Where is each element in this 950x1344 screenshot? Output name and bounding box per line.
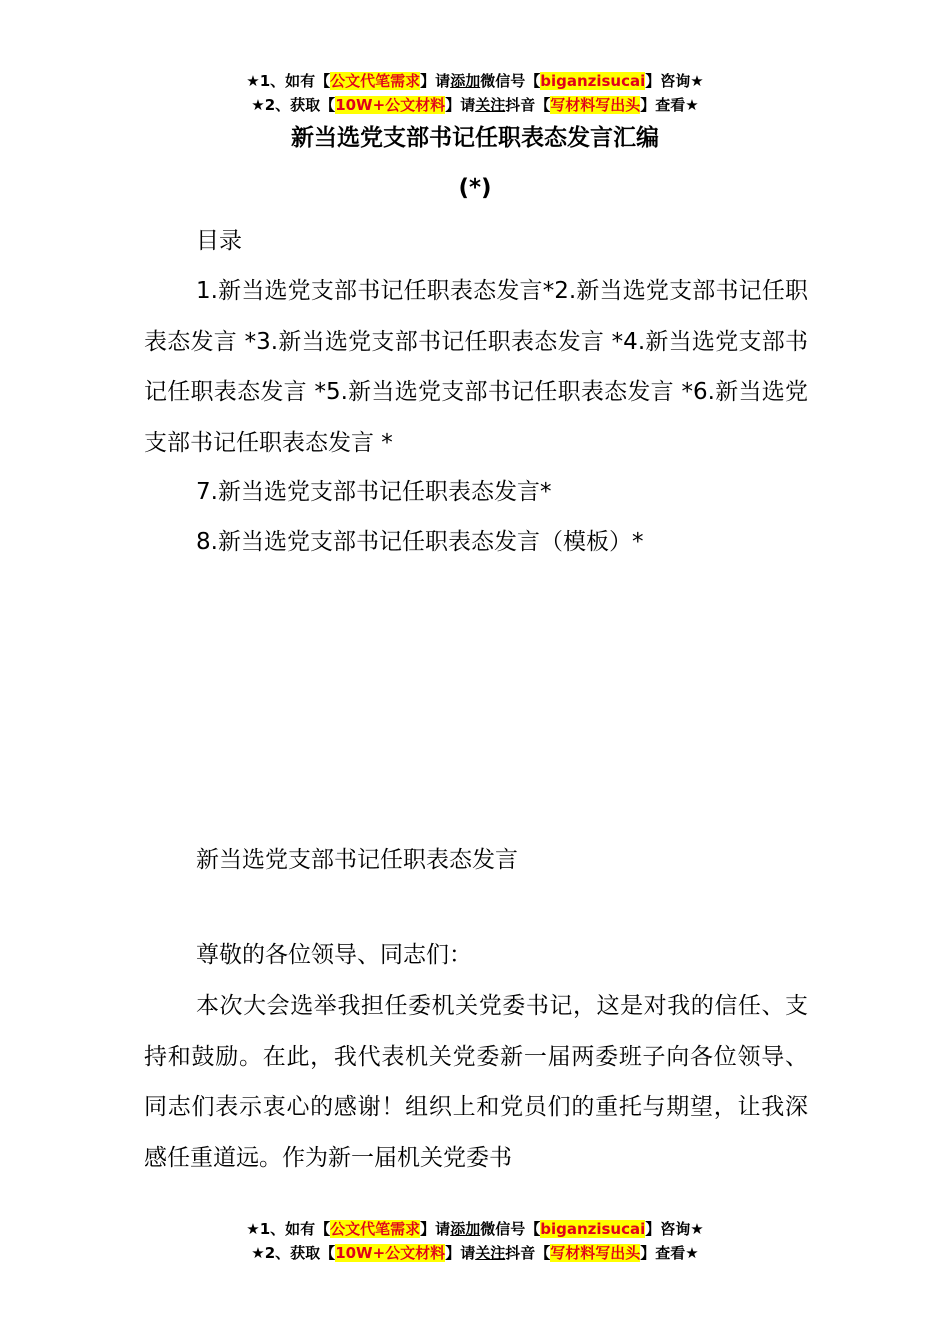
speech-body-paragraph: 本次大会选举我担任委机关党委书记，这是对我的信任、支持和鼓励。在此，我代表机关党委新一届两委班子向各位领导、同志们表示衷心的感谢！组织上和党员们的重托与期望，让我深感任重道远。作为新一届机关党委书 [144, 993, 808, 1171]
ad-emphasis: 添加 [450, 1220, 481, 1238]
ad-text: ★1、如有【 [246, 1220, 331, 1238]
ad-banner-line2 [0, 93, 950, 117]
ad-highlight: 公文代笔需求 [330, 72, 421, 90]
ad-emphasis: 关注 [475, 96, 506, 114]
ad-text: 微信号【 [480, 72, 541, 90]
ad-text: 】查看★ [640, 1244, 699, 1262]
ad-text: 微信号【 [480, 1220, 541, 1238]
ad-emphasis: 关注 [475, 1244, 506, 1262]
toc-heading: 目录 [196, 228, 242, 254]
document-subtitle: (*) [458, 175, 492, 201]
ad-text: 】咨询★ [645, 1220, 704, 1238]
ad-highlight: 公文代笔需求 [330, 1220, 421, 1238]
toc-items: 1.新当选党支部书记任职表态发言*2.新当选党支部书记任职表态发言 *3.新当选党支部书记任职表态发言 *4.新当选党支部书记任职表态发言 *5.新当选党支部书记任职表态发言 *6.新当选党支部书记任职表态发言 * [144, 278, 808, 456]
ad-text: 抖音【 [505, 96, 551, 114]
ad-banner-line2-bottom [0, 1241, 950, 1265]
ad-highlight: biganzisucai [540, 72, 646, 90]
ad-emphasis: 添加 [450, 72, 481, 90]
ad-highlight: 10W+公文材料 [335, 1244, 446, 1262]
ad-text: 】查看★ [640, 96, 699, 114]
ad-text: 抖音【 [505, 1244, 551, 1262]
toc-item-8: 8.新当选党支部书记任职表态发言（模板）* [196, 529, 644, 555]
ad-highlight: 写材料写出头 [550, 96, 641, 114]
ad-text: ★2、获取【 [251, 96, 336, 114]
document-title: 新当选党支部书记任职表态发言汇编 [291, 125, 659, 151]
ad-highlight: 写材料写出头 [550, 1244, 641, 1262]
ad-text: 】咨询★ [645, 72, 704, 90]
ad-text: ★1、如有【 [246, 72, 331, 90]
ad-banner-line1-bottom [0, 1217, 950, 1241]
ad-highlight: 10W+公文材料 [335, 96, 446, 114]
ad-banner-line1 [0, 69, 950, 93]
ad-text: 】请 [445, 96, 476, 114]
ad-text: 】请 [420, 72, 451, 90]
ad-text: 】请 [420, 1220, 451, 1238]
toc-item-7: 7.新当选党支部书记任职表态发言* [196, 479, 552, 505]
speech-title: 新当选党支部书记任职表态发言 [196, 847, 518, 873]
ad-highlight: biganzisucai [540, 1220, 646, 1238]
speech-greeting: 尊敬的各位领导、同志们： [196, 942, 472, 968]
ad-text: ★2、获取【 [251, 1244, 336, 1262]
ad-text: 】请 [445, 1244, 476, 1262]
